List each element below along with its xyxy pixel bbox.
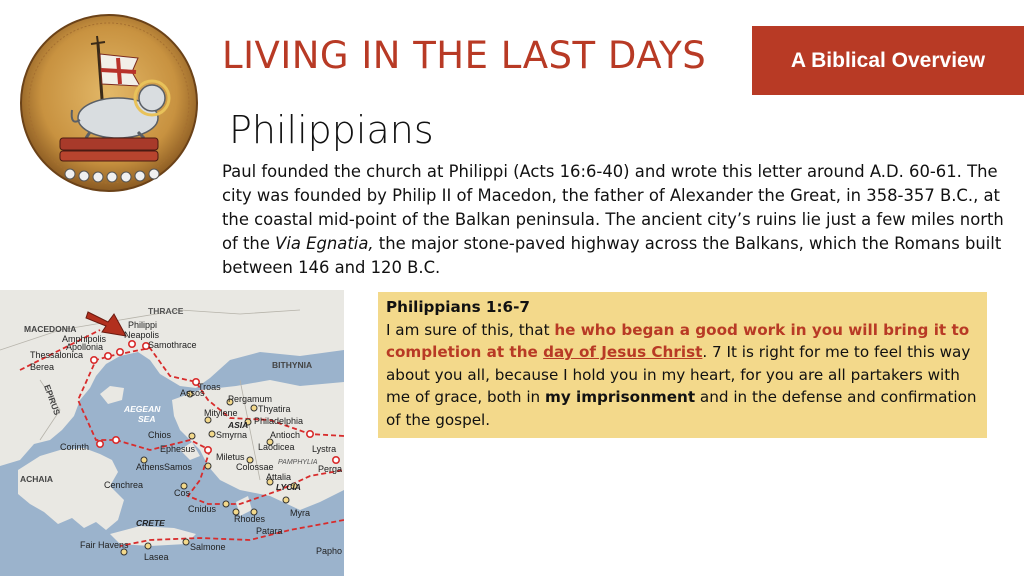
map-label: Fair Havens [80, 540, 129, 550]
page-title: LIVING IN THE LAST DAYS [222, 34, 707, 77]
map-label: LYCIA [276, 482, 301, 492]
map-label: Miletus [216, 452, 245, 462]
map-label: Thyatira [258, 404, 291, 414]
map-label: CRETE [136, 518, 165, 528]
map-label: Corinth [60, 442, 90, 452]
map-label: Assos [180, 388, 205, 398]
map-label: Cos [174, 488, 191, 498]
map-label: EPIRUS [42, 383, 63, 417]
map-label: Smyrna [216, 430, 248, 440]
map-label: Athens [136, 462, 165, 472]
map-label: Lasea [144, 552, 169, 562]
map-label: Thessalonica [30, 350, 84, 360]
map-label: Perga [318, 464, 343, 474]
intro-text-2: the major stone-paved highway across the Balkans, which the Romans built between 146 and 120 B.C. [222, 234, 1002, 277]
map-label: Cenchrea [104, 480, 144, 490]
scripture-quote-box [378, 292, 987, 438]
quote-highlight: he who began a good work in you will bring it to completion at the [386, 320, 970, 361]
quote-reference: Philippians 1:6-7 [386, 298, 530, 316]
intro-italic: Via Egnatia, [275, 234, 374, 253]
map-label: Salmone [190, 542, 226, 552]
quote-highlight-underline: day of Jesus Christ [543, 343, 703, 361]
map-label: Attalia [266, 472, 292, 482]
subtitle-badge: A Biblical Overview [752, 26, 1024, 95]
intro-text-1: Paul founded the church at Philippi (Acts 16:6-40) and wrote this letter around A.D. 60-61. The city was founded by Philip II of Macedon, the father of Alexander the Great, in 358-357 B.C., at the coastal mid-point of the Balkan peninsula. The ancient city’s ruins lie just a few miles north of the [222, 162, 1004, 253]
map-label: Chios [148, 430, 172, 440]
map-label: Cnidus [188, 504, 217, 514]
map-label: ASIA [228, 420, 249, 430]
map-label: AEGEAN [124, 404, 161, 414]
map-label: Philadelphia [254, 416, 304, 426]
map-label: BITHYNIA [272, 360, 313, 370]
map-label: Samos [164, 462, 193, 472]
map-label: Berea [30, 362, 55, 372]
map-label: Colossae [236, 462, 274, 472]
map-label: Apollonia [66, 342, 104, 352]
map-label: Troas [198, 382, 221, 392]
map-label: Philippi [128, 320, 158, 330]
intro-paragraph [222, 160, 1012, 280]
map-label: Samothrace [148, 340, 197, 350]
map-label: Pergamum [228, 394, 273, 404]
section-heading: Philippians [229, 108, 434, 152]
quote-text-3: and in the defense and confirmation of the gospel. [386, 388, 977, 429]
map-label: Neapolis [124, 330, 160, 340]
map-label: Papho [316, 546, 343, 556]
map-label: SEA [138, 414, 156, 424]
map-label: Ephesus [160, 444, 196, 454]
quote-text-2: . 7 It is right for me to feel this way about you all, because I hold you in my heart, for you are all partakers with me of grace, both in [386, 343, 971, 406]
map-label: PAMPHYLIA [278, 459, 318, 466]
map-label: Amphipolis [62, 334, 107, 344]
map-label: THRACE [148, 306, 184, 316]
map-label: Patara [256, 526, 283, 536]
map-label: MACEDONIA [24, 324, 77, 334]
map-label: Laodicea [258, 442, 295, 452]
map-label: Rhodes [234, 514, 266, 524]
journey-map [0, 290, 344, 576]
map-label: Lystra [312, 444, 337, 454]
quote-bold: my imprisonment [545, 388, 696, 406]
map-label: ACHAIA [20, 474, 54, 484]
quote-text-1: I am sure of this, that [386, 320, 555, 339]
lamb-mosaic-logo [20, 14, 198, 192]
map-label: Antioch [270, 430, 301, 440]
map-label: Mitylene [204, 408, 238, 418]
map-label: Myra [290, 508, 310, 518]
